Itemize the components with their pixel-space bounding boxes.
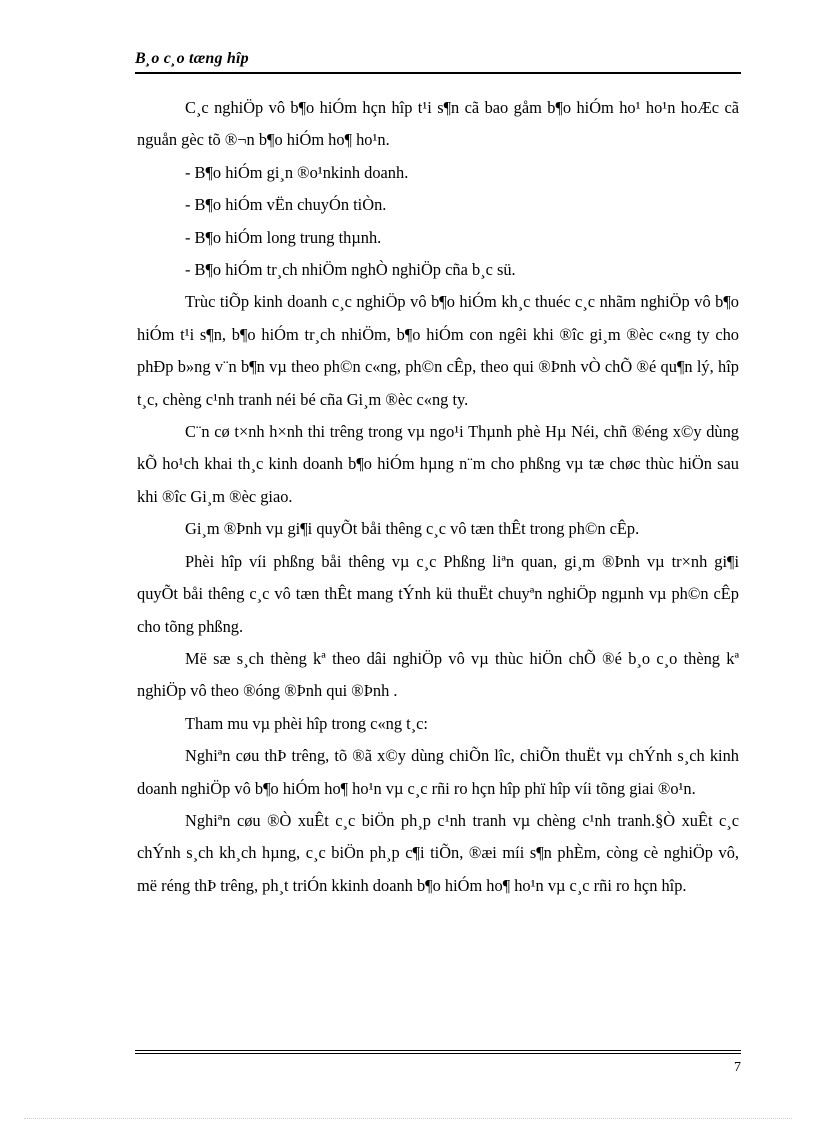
bullet-item-4: - B¶o hiÓm tr¸ch nhiÖm nghÒ nghiÖp cña b¸c sü. bbox=[185, 260, 516, 280]
document-body bbox=[137, 92, 739, 902]
paragraph-5: Phèi hîp víi phßng båi thêng vµ c¸c Phßng liªn quan, gi¸m ®Þnh vµ tr×nh gi¶i quyÕt båi thêng c¸c vô tæn thÊt mang tÝnh kü thuËt chuyªn nghiÖp ngµnh vµ ph©n cÊp cho tõng phßng. bbox=[137, 551, 739, 636]
paragraph-4: Gi¸m ®Þnh vµ gi¶i quyÕt båi thêng c¸c vô tæn thÊt trong ph©n cÊp. bbox=[185, 519, 640, 539]
page-header bbox=[135, 48, 741, 74]
page-edge-divider bbox=[24, 1118, 792, 1119]
paragraph-2: Trùc tiÕp kinh doanh c¸c nghiÖp vô b¶o hiÓm kh¸c thuéc c¸c nhãm nghiÖp vô b¶o hiÓm t¹i s¶n, b¶o hiÓm tr¸ch nhiÖm, b¶o hiÓm con ngêi khi ®îc gi¸m ®èc c«ng ty cho phÐp b»ng v¨n b¶n vµ theo ph©n c«ng, ph©n cÊp, theo qui ®Þnh vÒ chÕ ®é qu¶n lý, hîp t¸c, chèng c¹nh tranh néi bé cña Gi¸m ®èc c«ng ty. bbox=[137, 292, 739, 409]
header-title: B¸o c¸o tæng hîp bbox=[135, 50, 249, 67]
bullet-item-2: - B¶o hiÓm vËn chuyÓn tiÒn. bbox=[185, 195, 387, 215]
paragraph-8: Nghiªn cøu thÞ trêng, tõ ®ã x©y dùng chiÕn lîc, chiÕn thuËt vµ chÝnh s¸ch kinh doanh nghiÖp vô b¶o hiÓm ho¶ ho¹n vµ c¸c rñi ro hçn hîp phï hîp víi tõng giai ®o¹n. bbox=[137, 746, 739, 798]
page-footer bbox=[135, 1050, 741, 1075]
paragraph-9: Nghiªn cøu ®Ò xuÊt c¸c biÖn ph¸p c¹nh tranh vµ chèng c¹nh tranh.§Ò xuÊt c¸c chÝnh s¸ch kh¸ch hµng, c¸c biÖn ph¸p c¶i tiÕn, ®æi míi s¶n phÈm, còng cè nghiÖp vô, më réng thÞ trêng, ph¸t triÓn kkinh doanh b¶o hiÓm ho¶ ho¹n vµ c¸c rñi ro hçn hîp. bbox=[137, 810, 739, 895]
footer-divider bbox=[135, 1050, 741, 1054]
page-number: 7 bbox=[734, 1060, 741, 1075]
paragraph-3: C¨n cø t×nh h×nh thi trêng trong vµ ngo¹i Thµnh phè Hµ Néi, chñ ®éng x©y dùng kÕ ho¹ch khai th¸c kinh doanh b¶o hiÓm hµng n¨m cho phßng vµ tæ chøc thùc hiÖn sau khi ®îc Gi¸m ®èc giao. bbox=[137, 422, 739, 506]
paragraph-1: C¸c nghiÖp vô b¶o hiÓm hçn hîp t¹i s¶n cã bao gåm b¶o hiÓm ho¹ ho¹n hoÆc cã nguån gèc tõ ®¬n b¶o hiÓm ho¶ ho¹n. bbox=[137, 98, 739, 150]
paragraph-6: Më sæ s¸ch thèng kª theo dâi nghiÖp vô vµ thùc hiÖn chÕ ®é b¸o c¸o thèng kª nghiÖp vô theo ®óng ®Þnh qui ®Þnh . bbox=[137, 648, 739, 701]
bullet-item-3: - B¶o hiÓm long trung thµnh. bbox=[185, 227, 382, 247]
paragraph-7: Tham mu vµ phèi hîp trong c«ng t¸c: bbox=[185, 713, 428, 733]
bullet-item-1: - B¶o hiÓm gi¸n ®o¹nkinh doanh. bbox=[185, 162, 409, 182]
